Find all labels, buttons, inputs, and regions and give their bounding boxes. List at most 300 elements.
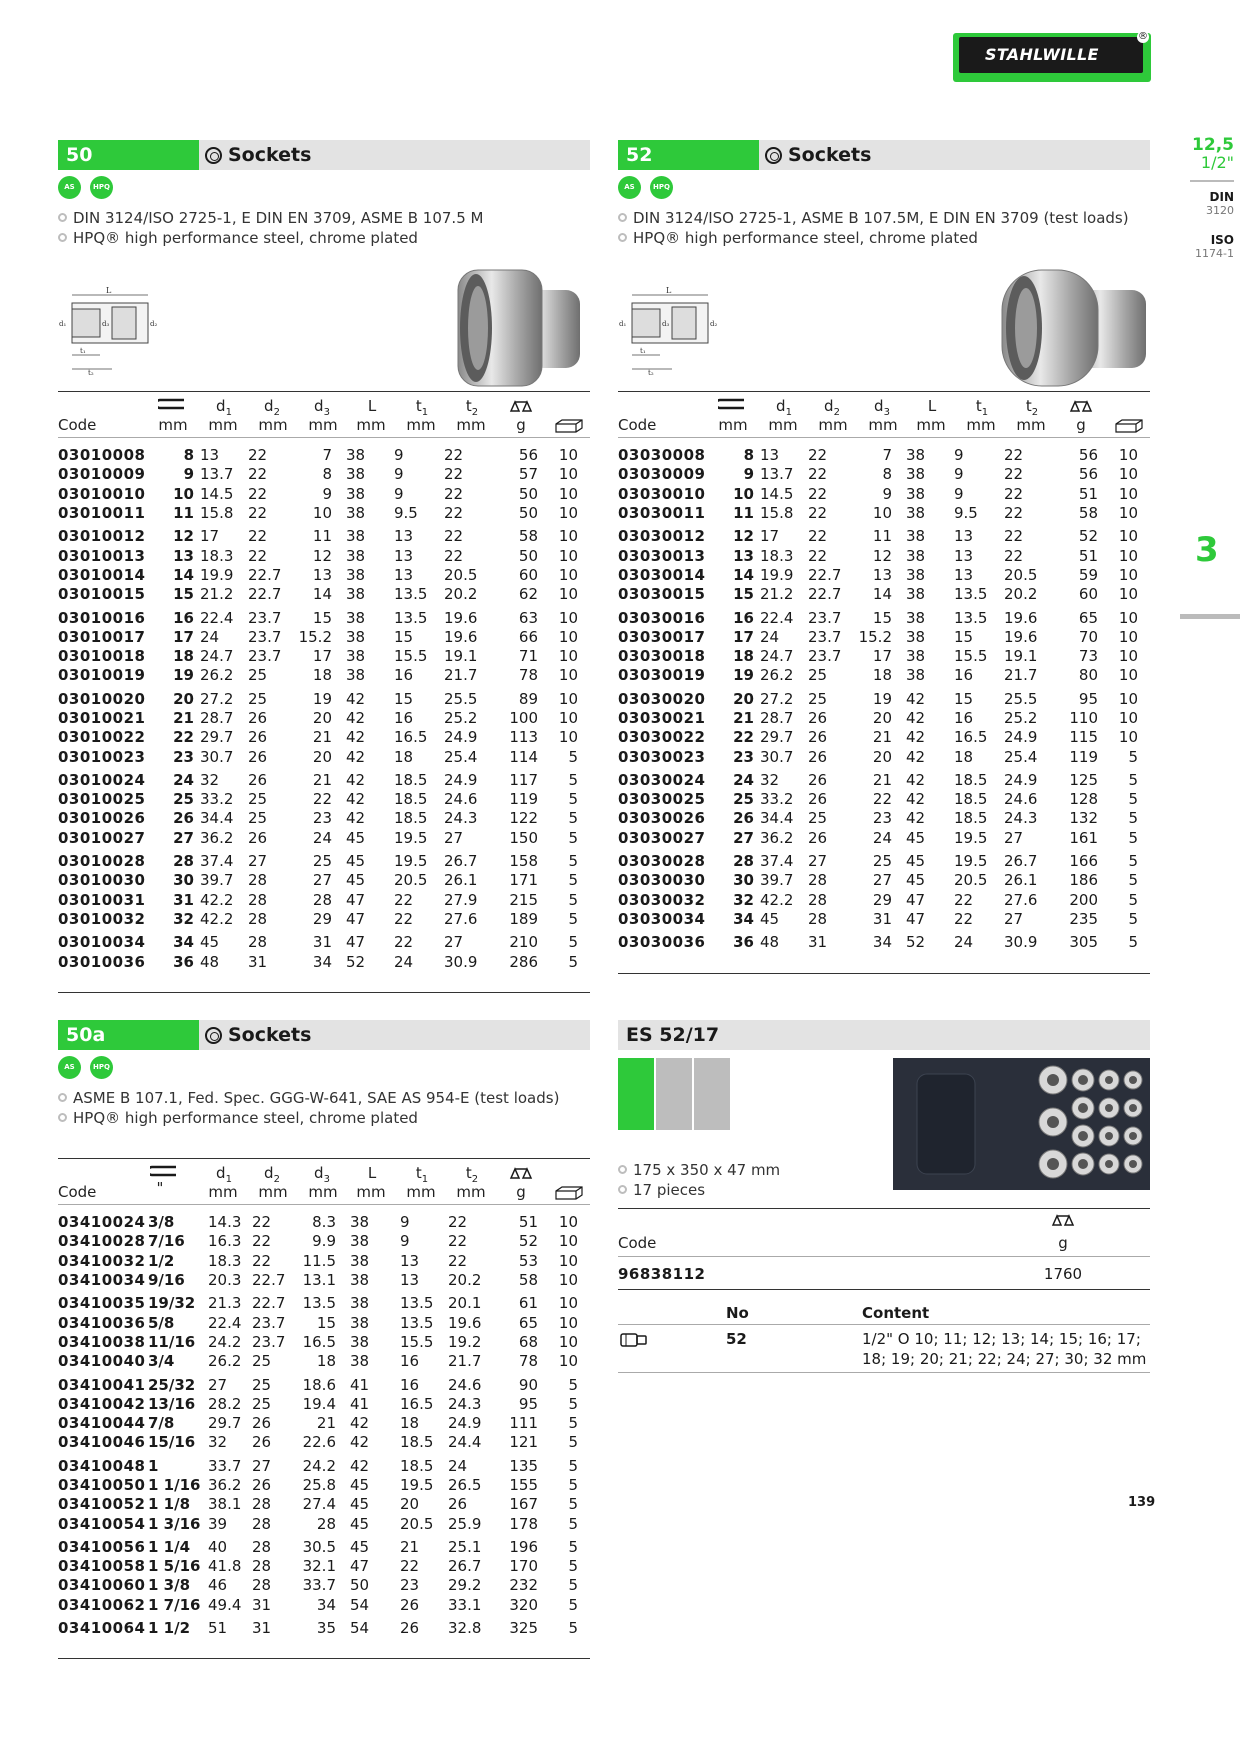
cell-d2: 22.7 <box>808 565 842 584</box>
cell-d1: 15.8 <box>200 504 234 523</box>
cell-t1: 18.5 <box>394 809 428 828</box>
cell-qty: 10 <box>558 446 578 465</box>
cell-size: 1 3/8 <box>148 1576 191 1595</box>
cell-weight: 128 <box>1069 790 1098 809</box>
cell-size: 9 <box>183 465 194 484</box>
table-header-rule <box>58 437 590 438</box>
cell-size: 19 <box>733 666 754 685</box>
cell-code: 03010020 <box>58 689 146 708</box>
cell-size: 1 3/16 <box>148 1514 201 1533</box>
cell-d3: 19.4 <box>302 1394 336 1413</box>
table-row <box>58 852 590 871</box>
cell-qty: 10 <box>558 565 578 584</box>
table-row <box>618 527 1150 546</box>
svg-text:d₃: d₃ <box>662 320 670 328</box>
table-row <box>58 1252 590 1271</box>
unit-g: g <box>516 1183 526 1201</box>
cell-d2: 26 <box>248 709 268 727</box>
cell-weight: 161 <box>1069 828 1098 847</box>
cell-qty: 10 <box>558 484 578 503</box>
table-top-rule <box>58 1158 590 1159</box>
cell-weight: 320 <box>509 1595 538 1614</box>
cell-t1: 19.5 <box>954 828 988 847</box>
cell-qty: 5 <box>568 890 578 909</box>
bullet-text: HPQ® high performance steel, chrome plated <box>73 229 418 247</box>
table-row <box>58 628 590 647</box>
cell-code: 03410036 <box>58 1313 146 1332</box>
cell-d1: 20.3 <box>208 1271 242 1290</box>
cell-code: 03030020 <box>618 689 706 708</box>
cell-code: 03010023 <box>58 747 146 766</box>
cell-weight: 68 <box>518 1332 538 1351</box>
cell-d3: 9 <box>322 484 332 503</box>
cell-qty: 5 <box>568 1595 578 1614</box>
cell-t2: 25.4 <box>1004 747 1038 766</box>
svg-text:d₁: d₁ <box>619 320 627 328</box>
cell-d2: 22.7 <box>248 565 282 584</box>
cell-t1: 24 <box>394 952 414 971</box>
cell-L: 38 <box>906 504 926 523</box>
cell-code: 03410046 <box>58 1433 146 1452</box>
cell-weight: 170 <box>509 1557 538 1576</box>
cell-d2: 28 <box>808 890 828 909</box>
cell-L: 38 <box>906 546 926 565</box>
cell-d3: 21 <box>872 728 892 747</box>
cell-d2: 26 <box>808 709 828 727</box>
cell-t1: 26 <box>400 1619 420 1638</box>
cell-d2: 22 <box>252 1251 272 1270</box>
col-t1: $t_1$ <box>415 397 429 418</box>
cell-size: 24 <box>173 770 194 789</box>
cell-code: 03410048 <box>58 1456 146 1475</box>
cell-d2: 22.7 <box>808 585 842 604</box>
cell-size: 10 <box>733 484 754 503</box>
cell-d3: 20 <box>872 709 892 727</box>
cell-qty: 10 <box>558 504 578 523</box>
cell-t2: 24.3 <box>1004 809 1038 828</box>
table-header-rule <box>58 1204 590 1205</box>
cell-weight: 135 <box>509 1456 538 1475</box>
cell-d3: 30.5 <box>302 1537 336 1556</box>
cell-code: 03010015 <box>58 585 146 604</box>
cell-d1: 14.5 <box>200 484 234 503</box>
cell-d2: 25 <box>248 666 268 685</box>
cell-d2: 26 <box>252 1433 272 1452</box>
cell-code: 03410054 <box>58 1514 146 1533</box>
cell-t1: 13.5 <box>394 585 428 604</box>
cell-d2: 26 <box>808 747 828 766</box>
cell-d3: 18.6 <box>302 1375 336 1394</box>
cell-t1: 16 <box>394 709 414 727</box>
col-L: L <box>367 1164 377 1182</box>
cell-d2: 25 <box>248 790 268 809</box>
cell-L: 38 <box>350 1271 370 1290</box>
cell-t2: 19.2 <box>448 1332 482 1351</box>
cell-d3: 17 <box>312 647 332 666</box>
col-d1: $d_1$ <box>776 397 792 418</box>
pack-quantity-icon <box>554 418 584 433</box>
cell-d2: 31 <box>248 952 268 971</box>
table-row <box>618 628 1150 647</box>
cell-L: 38 <box>346 666 366 685</box>
cell-t2: 21.7 <box>1004 666 1038 685</box>
cell-L: 38 <box>906 627 926 646</box>
wrench-size-icon <box>718 397 746 411</box>
svg-text:d₂: d₂ <box>710 320 718 328</box>
socket-icon <box>205 1027 222 1044</box>
table-row <box>58 546 590 565</box>
cell-qty: 5 <box>568 809 578 828</box>
table-row <box>58 690 590 709</box>
cell-d1: 15.8 <box>760 504 794 523</box>
cell-d2: 22 <box>808 465 828 484</box>
cell-weight: 286 <box>509 952 538 971</box>
cell-size: 34 <box>733 909 754 928</box>
cell-d1: 33.2 <box>760 790 794 809</box>
table-row <box>58 728 590 747</box>
cell-qty: 10 <box>558 1313 578 1332</box>
cell-weight: 80 <box>1078 666 1098 685</box>
cell-weight: 78 <box>518 1352 538 1371</box>
cell-t2: 29.2 <box>448 1576 482 1595</box>
cell-size: 12 <box>173 527 194 546</box>
cell-d2: 27 <box>248 852 268 871</box>
cell-weight: 50 <box>518 546 538 565</box>
cell-d3: 19 <box>312 689 332 708</box>
cell-weight: 58 <box>518 1271 538 1290</box>
cell-weight: 325 <box>509 1619 538 1638</box>
cell-L: 38 <box>350 1213 370 1232</box>
cell-d3: 15.2 <box>298 627 332 646</box>
table-row <box>618 728 1150 747</box>
cell-size: 9 <box>743 465 754 484</box>
cell-d2: 23.7 <box>248 627 282 646</box>
side-divider <box>1190 180 1234 182</box>
unit-inch: " <box>156 1179 164 1197</box>
cell-size: 7/16 <box>148 1232 185 1251</box>
cell-d1: 30.7 <box>200 747 234 766</box>
cell-weight: 171 <box>509 871 538 890</box>
cell-d2: 23.7 <box>808 647 842 666</box>
cell-t1: 22 <box>954 890 974 909</box>
es-header-rule <box>618 1256 1150 1257</box>
es-bullet-1 <box>618 1161 780 1180</box>
table-row <box>58 647 590 666</box>
cell-d1: 24.7 <box>200 647 234 666</box>
cell-code: 03010013 <box>58 546 146 565</box>
cell-code: 03010021 <box>58 709 146 727</box>
table-row <box>58 1395 590 1414</box>
cell-code: 03010012 <box>58 527 146 546</box>
section-50-title-bar <box>199 140 590 170</box>
cell-size: 7/8 <box>148 1414 175 1433</box>
cell-size: 20 <box>733 689 754 708</box>
svg-text:t₂: t₂ <box>648 369 654 377</box>
cell-d3: 15.2 <box>858 627 892 646</box>
cell-code: 03010022 <box>58 728 146 747</box>
section-52-title: Sockets <box>788 144 872 166</box>
cell-d1: 28.7 <box>760 709 794 727</box>
unit-mm: mm <box>308 416 338 434</box>
cell-d2: 25 <box>808 689 828 708</box>
table-row <box>58 1352 590 1371</box>
cell-code: 03030024 <box>618 770 706 789</box>
cell-weight: 114 <box>509 747 538 766</box>
cell-size: 17 <box>173 627 194 646</box>
cell-t2: 27.9 <box>444 890 478 909</box>
cell-d2: 28 <box>248 933 268 952</box>
cell-t1: 16.5 <box>400 1394 434 1413</box>
cell-L: 38 <box>350 1332 370 1351</box>
cell-d1: 46 <box>208 1576 228 1595</box>
side-inch: 1/2" <box>1200 153 1234 172</box>
cell-d2: 23.7 <box>808 608 842 627</box>
pack-quantity-icon <box>554 1185 584 1200</box>
cell-t1: 13 <box>954 565 974 584</box>
table-row <box>58 566 590 585</box>
cell-d1: 41.8 <box>208 1557 242 1576</box>
cell-size: 28 <box>733 852 754 871</box>
cell-size: 1 5/16 <box>148 1557 201 1576</box>
cell-t2: 30.9 <box>1004 933 1038 952</box>
cell-d1: 13 <box>760 446 780 465</box>
cell-qty: 10 <box>558 666 578 685</box>
cell-t2: 26.1 <box>444 871 478 890</box>
table-row <box>618 546 1150 565</box>
cell-d1: 24 <box>200 627 220 646</box>
cell-code: 03410056 <box>58 1537 146 1556</box>
cell-qty: 10 <box>558 709 578 727</box>
cell-weight: 90 <box>518 1375 538 1394</box>
section-50-title: Sockets <box>228 144 312 166</box>
cell-weight: 200 <box>1069 890 1098 909</box>
table-row <box>58 771 590 790</box>
table-row <box>58 485 590 504</box>
cell-qty: 5 <box>568 1394 578 1413</box>
cell-d1: 32 <box>208 1433 228 1452</box>
cell-L: 38 <box>346 546 366 565</box>
weight-scale-icon <box>1050 1213 1076 1227</box>
cell-weight: 150 <box>509 828 538 847</box>
es-content-header-rule <box>618 1324 1150 1325</box>
cell-d2: 26 <box>248 747 268 766</box>
side-din-label: DIN <box>1209 190 1234 204</box>
section-50-bullet-2 <box>58 229 418 248</box>
cell-d3: 14 <box>312 585 332 604</box>
cell-size: 1 1/8 <box>148 1495 191 1514</box>
cell-d2: 26 <box>808 790 828 809</box>
cell-d1: 32 <box>760 770 780 789</box>
bullet-icon <box>618 1165 627 1174</box>
cell-d2: 28 <box>252 1557 272 1576</box>
cell-d1: 39.7 <box>760 871 794 890</box>
cell-t2: 24.9 <box>444 770 478 789</box>
cell-t2: 19.6 <box>444 608 478 627</box>
cell-d3: 22.6 <box>302 1433 336 1452</box>
cell-d2: 23.7 <box>252 1313 286 1332</box>
cell-qty: 5 <box>1128 770 1138 789</box>
cell-t1: 9 <box>394 484 404 503</box>
svg-text:t₂: t₂ <box>88 369 94 377</box>
cell-t1: 18.5 <box>394 790 428 809</box>
cell-code: 03010019 <box>58 666 146 685</box>
section-50a-number: 50a <box>58 1020 199 1050</box>
cell-d2: 22 <box>808 527 828 546</box>
cell-L: 47 <box>350 1557 370 1576</box>
cell-qty: 5 <box>1128 933 1138 952</box>
cell-d2: 22 <box>252 1232 272 1251</box>
cell-L: 41 <box>350 1394 370 1413</box>
cell-d2: 26 <box>252 1476 272 1494</box>
cell-weight: 115 <box>1069 728 1098 747</box>
cell-code: 03410044 <box>58 1414 146 1433</box>
cell-d3: 11 <box>312 527 332 546</box>
cell-t1: 15 <box>394 627 414 646</box>
cell-d2: 22 <box>808 446 828 465</box>
cell-L: 38 <box>346 446 366 465</box>
cell-t2: 27 <box>1004 909 1024 928</box>
cell-d1: 19.9 <box>200 565 234 584</box>
unit-mm: mm <box>1016 416 1046 434</box>
es-color-block-grey <box>656 1058 692 1130</box>
cell-L: 38 <box>350 1232 370 1251</box>
cell-L: 38 <box>906 565 926 584</box>
table-row <box>58 1557 590 1576</box>
cell-size: 14 <box>733 565 754 584</box>
cell-qty: 5 <box>568 1375 578 1394</box>
cell-d3: 20 <box>872 747 892 766</box>
cell-code: 03410058 <box>58 1557 146 1576</box>
cell-d2: 28 <box>808 871 828 890</box>
cell-weight: 166 <box>1069 852 1098 871</box>
cell-code: 03030034 <box>618 909 706 928</box>
table-bottom-rule <box>618 973 1150 974</box>
cell-d2: 31 <box>252 1595 272 1614</box>
table-row <box>58 790 590 809</box>
side-index <box>1180 136 1240 260</box>
cell-weight: 65 <box>1078 608 1098 627</box>
cell-t2: 19.6 <box>448 1313 482 1332</box>
table-top-rule <box>58 391 590 392</box>
cell-t2: 27 <box>1004 828 1024 847</box>
unit-mm: mm <box>966 416 996 434</box>
cell-size: 18 <box>733 647 754 666</box>
cell-weight: 95 <box>1078 689 1098 708</box>
cell-t1: 16.5 <box>954 728 988 747</box>
cell-weight: 58 <box>1078 504 1098 523</box>
cell-weight: 196 <box>509 1537 538 1556</box>
cell-d1: 36.2 <box>760 828 794 847</box>
cell-code: 03010028 <box>58 852 146 871</box>
cell-L: 42 <box>346 689 366 708</box>
cell-weight: 119 <box>1069 747 1098 766</box>
cell-d3: 16.5 <box>302 1332 336 1351</box>
cell-code: 03030032 <box>618 890 706 909</box>
cell-qty: 5 <box>1128 852 1138 871</box>
cell-d1: 39 <box>208 1514 228 1533</box>
cell-d2: 25 <box>252 1352 272 1371</box>
table-row <box>58 933 590 952</box>
cell-d1: 28.7 <box>200 709 234 727</box>
cell-d1: 34.4 <box>200 809 234 828</box>
table-row <box>58 871 590 890</box>
table-row <box>58 1576 590 1595</box>
cell-code: 03030014 <box>618 565 706 584</box>
col-t2: $t_2$ <box>465 1164 479 1185</box>
cell-code: 03010036 <box>58 952 146 971</box>
cell-t1: 13.5 <box>954 608 988 627</box>
cell-L: 45 <box>906 871 926 890</box>
cell-d1: 33.2 <box>200 790 234 809</box>
cell-d2: 28 <box>808 909 828 928</box>
cell-d1: 37.4 <box>200 852 234 871</box>
cell-code: 03030025 <box>618 790 706 809</box>
cell-t2: 20.5 <box>444 565 478 584</box>
section-50a-table <box>58 1213 590 1638</box>
cell-size: 15/16 <box>148 1433 196 1452</box>
cell-qty: 10 <box>558 465 578 484</box>
cell-d3: 23 <box>872 809 892 828</box>
cell-d2: 28 <box>252 1495 272 1514</box>
col-L: L <box>927 397 937 415</box>
cell-code: 03030018 <box>618 647 706 666</box>
cell-d3: 8.3 <box>312 1213 336 1232</box>
cell-d3: 10 <box>872 504 892 523</box>
cell-d2: 23.7 <box>248 608 282 627</box>
cell-d2: 26 <box>248 728 268 747</box>
cell-L: 38 <box>906 484 926 503</box>
cell-code: 03010017 <box>58 627 146 646</box>
cell-L: 38 <box>906 666 926 685</box>
cell-t2: 21.7 <box>444 666 478 685</box>
cell-qty: 10 <box>1118 465 1138 484</box>
cell-d3: 28 <box>312 890 332 909</box>
cell-size: 3/8 <box>148 1213 175 1232</box>
cell-weight: 178 <box>509 1514 538 1533</box>
cell-d1: 18.3 <box>208 1251 242 1270</box>
cell-d2: 25 <box>252 1394 272 1413</box>
cell-code: 03030023 <box>618 747 706 766</box>
cell-L: 42 <box>346 770 366 789</box>
cell-weight: 119 <box>509 790 538 809</box>
cell-code: 03410024 <box>58 1213 146 1232</box>
cell-t1: 21 <box>400 1537 420 1556</box>
cell-t1: 13.5 <box>394 608 428 627</box>
cell-L: 38 <box>346 627 366 646</box>
cell-L: 42 <box>906 809 926 828</box>
cell-weight: 51 <box>518 1213 538 1232</box>
cell-code: 03030010 <box>618 484 706 503</box>
cell-t1: 22 <box>400 1557 420 1576</box>
cell-t1: 26 <box>400 1595 420 1614</box>
svg-text:L: L <box>106 286 112 295</box>
es-col-no: No <box>726 1304 749 1322</box>
cell-t1: 22 <box>394 909 414 928</box>
section-52-table <box>618 446 1150 952</box>
cell-size: 27 <box>733 828 754 847</box>
table-row <box>58 1333 590 1352</box>
cell-t1: 13 <box>394 565 414 584</box>
cell-qty: 5 <box>568 790 578 809</box>
as-drive-badge: AS <box>58 1056 81 1079</box>
table-row <box>58 952 590 971</box>
cell-size: 1 <box>148 1456 159 1475</box>
cell-size: 11 <box>733 504 754 523</box>
unit-mm: mm <box>768 416 798 434</box>
cell-d3: 27.4 <box>302 1495 336 1514</box>
cell-qty: 10 <box>558 647 578 666</box>
cell-L: 45 <box>350 1495 370 1514</box>
